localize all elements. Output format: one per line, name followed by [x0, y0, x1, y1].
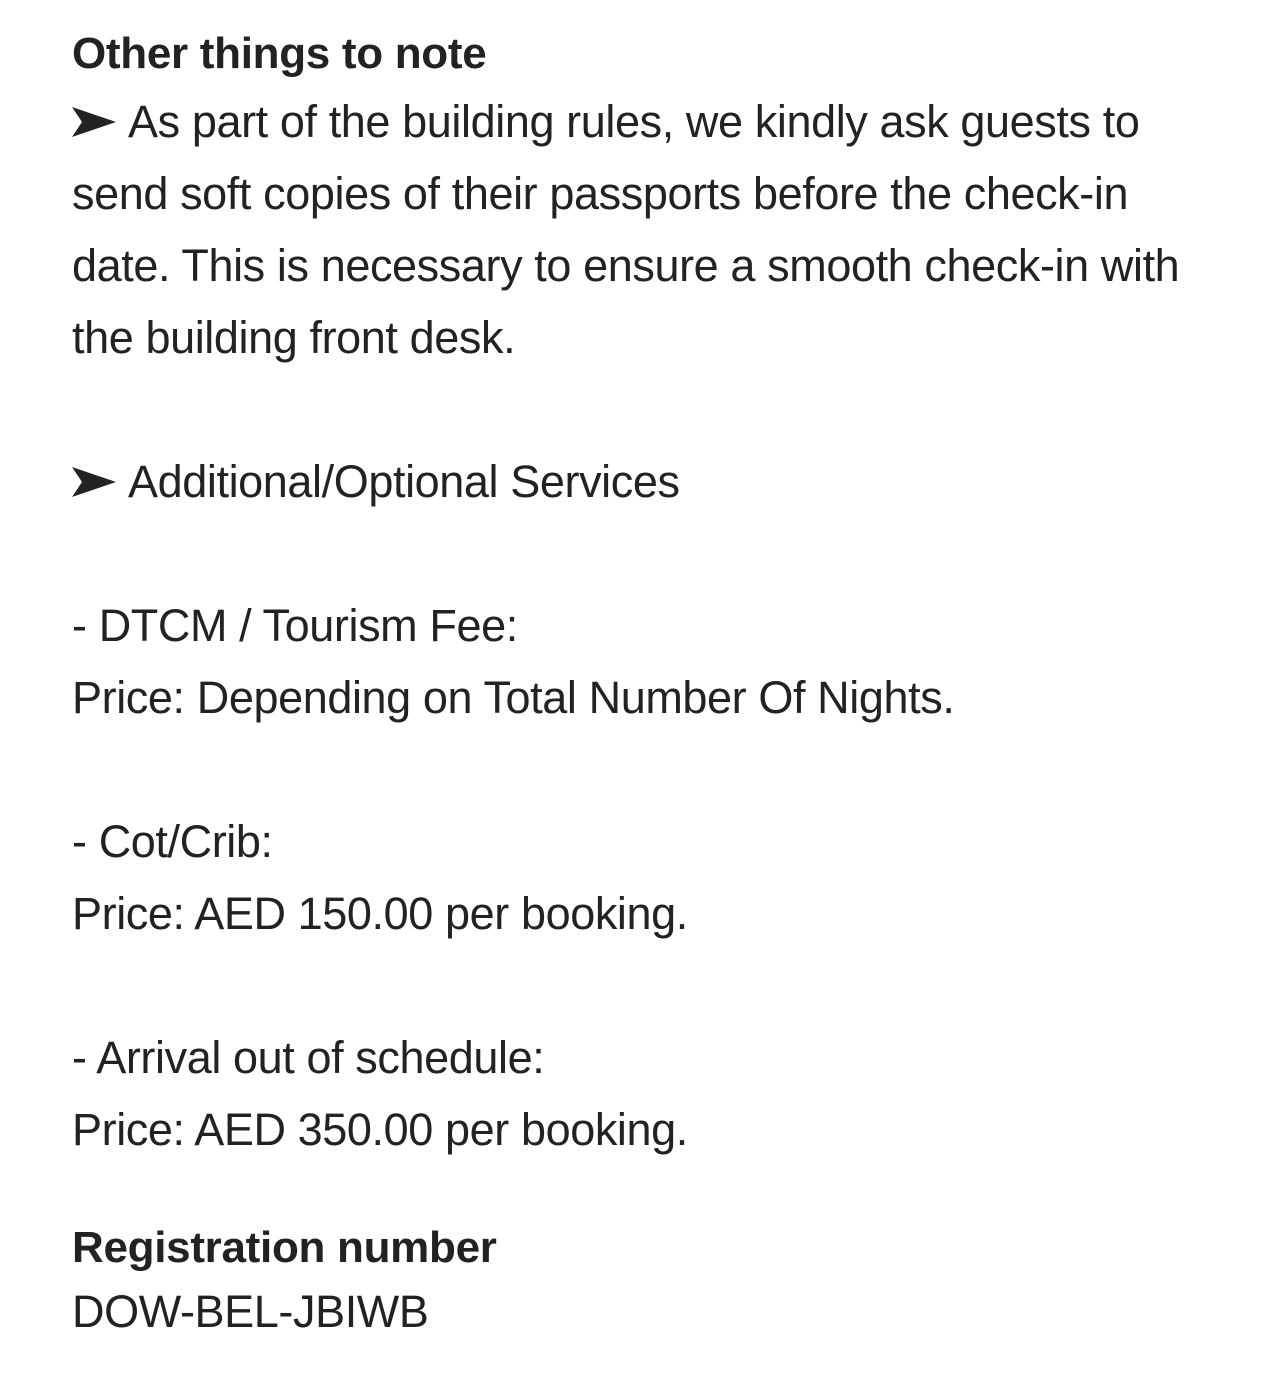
service-price: Price: AED 350.00 per booking.	[72, 1104, 688, 1155]
registration-number: DOW-BEL-JBIWB	[72, 1286, 429, 1337]
service-item-cot-crib	[72, 806, 1232, 950]
other-things-heading: Other things to note	[72, 29, 487, 78]
arrowhead-right-icon	[72, 86, 128, 158]
service-name: - Cot/Crib:	[72, 816, 273, 867]
building-rules-note	[72, 86, 1232, 374]
service-item-arrival-out-of-schedule	[72, 1022, 1232, 1166]
arrowhead-right-icon	[72, 446, 128, 518]
building-rules-text: As part of the building rules, we kindly ask guests to send soft copies of their passports before the check-in date. This is necessary to ensure a smooth check-in with the building front desk.	[72, 96, 1180, 363]
service-price: Price: Depending on Total Number Of Nights.	[72, 672, 955, 723]
listing-notes-section	[72, 22, 1232, 1344]
service-name: - Arrival out of schedule:	[72, 1032, 545, 1083]
services-title: Additional/Optional Services	[128, 456, 680, 507]
registration-heading: Registration number	[72, 1223, 497, 1272]
service-item-tourism-fee	[72, 590, 1232, 734]
service-price: Price: AED 150.00 per booking.	[72, 888, 688, 939]
services-title-row	[72, 446, 1232, 518]
service-name: - DTCM / Tourism Fee:	[72, 600, 518, 651]
